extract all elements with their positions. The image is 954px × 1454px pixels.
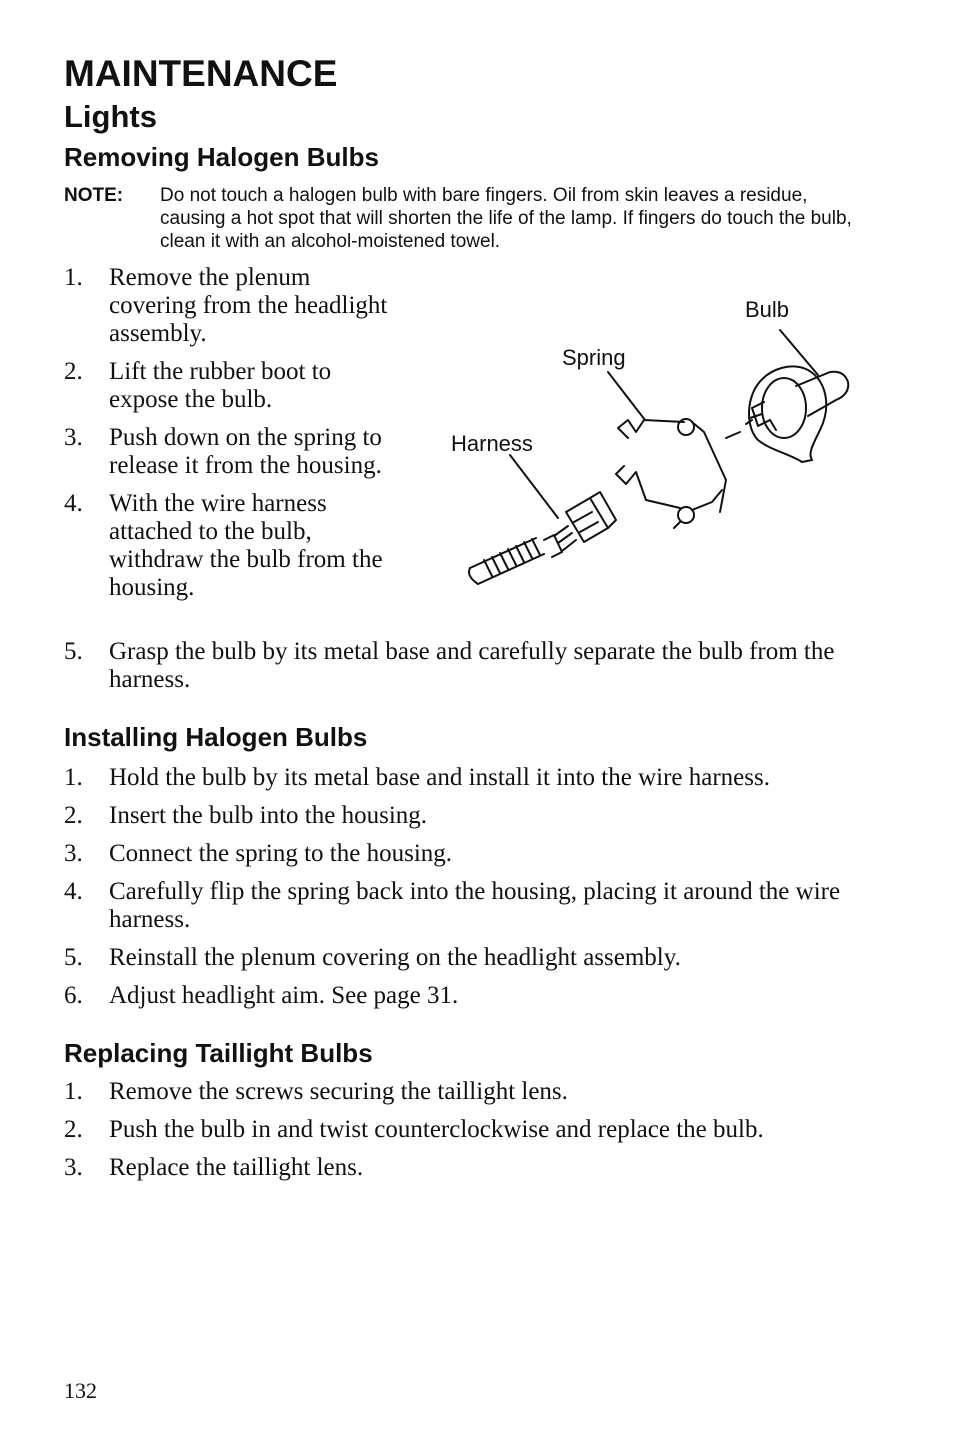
removing-steps-list — [64, 264, 404, 612]
step-text: Carefully flip the spring back into the housing, placing it around the wire harness. — [109, 878, 841, 933]
step-text: Push down on the spring to release it from the housing. — [109, 424, 382, 479]
step-number: 4. — [64, 878, 83, 905]
spring-leader-line — [608, 372, 645, 420]
step-text: Reinstall the plenum covering on the headlight assembly. — [109, 944, 681, 971]
step-text: Push the bulb in and twist counterclockwise and replace the bulb. — [109, 1116, 764, 1143]
bulb-label: Bulb — [745, 297, 790, 322]
step-text: Connect the spring to the housing. — [109, 840, 453, 867]
page-number: 132 — [64, 1378, 97, 1403]
list-item — [64, 764, 874, 792]
taillight-steps-list — [64, 1078, 874, 1192]
list-item — [64, 982, 874, 1010]
removing-heading: Removing Halogen Bulbs — [64, 142, 379, 172]
step-number: 1. — [64, 264, 83, 291]
step-text: Lift the rubber boot to expose the bulb. — [109, 358, 332, 413]
list-item — [64, 840, 874, 868]
list-item — [64, 1078, 874, 1106]
list-item — [64, 802, 874, 830]
topic-title: Lights — [64, 99, 157, 134]
list-item — [64, 424, 404, 480]
list-item — [64, 878, 874, 934]
note-block — [64, 184, 864, 253]
list-item — [64, 1154, 874, 1182]
step-number: 5. — [64, 638, 83, 665]
step-text: Grasp the bulb by its metal base and carefully separate the bulb from the harness. — [109, 638, 835, 693]
installing-heading: Installing Halogen Bulbs — [64, 722, 368, 752]
step-text: Remove the screws securing the taillight lens. — [109, 1078, 568, 1105]
step-text: With the wire harness attached to the bulb, withdraw the bulb from the housing. — [109, 490, 383, 601]
list-item — [64, 638, 864, 694]
step-number: 4. — [64, 490, 83, 517]
harness-icon — [469, 492, 616, 584]
step-text: Hold the bulb by its metal base and install it into the wire harness. — [109, 764, 770, 791]
section-title: MAINTENANCE — [64, 53, 338, 94]
list-item — [64, 1116, 874, 1144]
step-number: 1. — [64, 1078, 83, 1105]
note-text: Do not touch a halogen bulb with bare fingers. Oil from skin leaves a residue, causing a hot spot that will shorten the life of the lamp. If fingers do touch the bulb, clean it with an alcohol-moistened towel. — [160, 185, 852, 252]
step-text: Insert the bulb into the housing. — [109, 802, 428, 829]
list-item — [64, 944, 874, 972]
step-number: 3. — [64, 840, 83, 867]
step-number: 5. — [64, 944, 83, 971]
step-number: 1. — [64, 764, 83, 791]
list-item — [64, 490, 404, 602]
list-item — [64, 264, 404, 348]
step-number: 6. — [64, 982, 83, 1009]
note-label: NOTE: — [64, 185, 124, 206]
bulb-leader-line — [780, 330, 818, 375]
step-number: 2. — [64, 358, 83, 385]
halogen-bulb-diagram — [440, 290, 870, 600]
step-text: Replace the taillight lens. — [109, 1154, 364, 1181]
removing-steps-list-continued — [64, 638, 864, 704]
spring-icon — [616, 419, 726, 528]
installing-steps-list — [64, 764, 874, 1020]
step-number: 3. — [64, 424, 83, 451]
step-number: 3. — [64, 1154, 83, 1181]
taillight-heading: Replacing Taillight Bulbs — [64, 1038, 373, 1068]
step-text: Remove the plenum covering from the headlight assembly. — [109, 264, 388, 347]
harness-label: Harness — [451, 431, 533, 456]
bulb-icon — [726, 366, 848, 462]
step-text: Adjust headlight aim. See page 31. — [109, 982, 459, 1009]
spring-label: Spring — [562, 345, 626, 370]
step-number: 2. — [64, 802, 83, 829]
harness-leader-line — [510, 455, 558, 518]
list-item — [64, 358, 404, 414]
step-number: 2. — [64, 1116, 83, 1143]
